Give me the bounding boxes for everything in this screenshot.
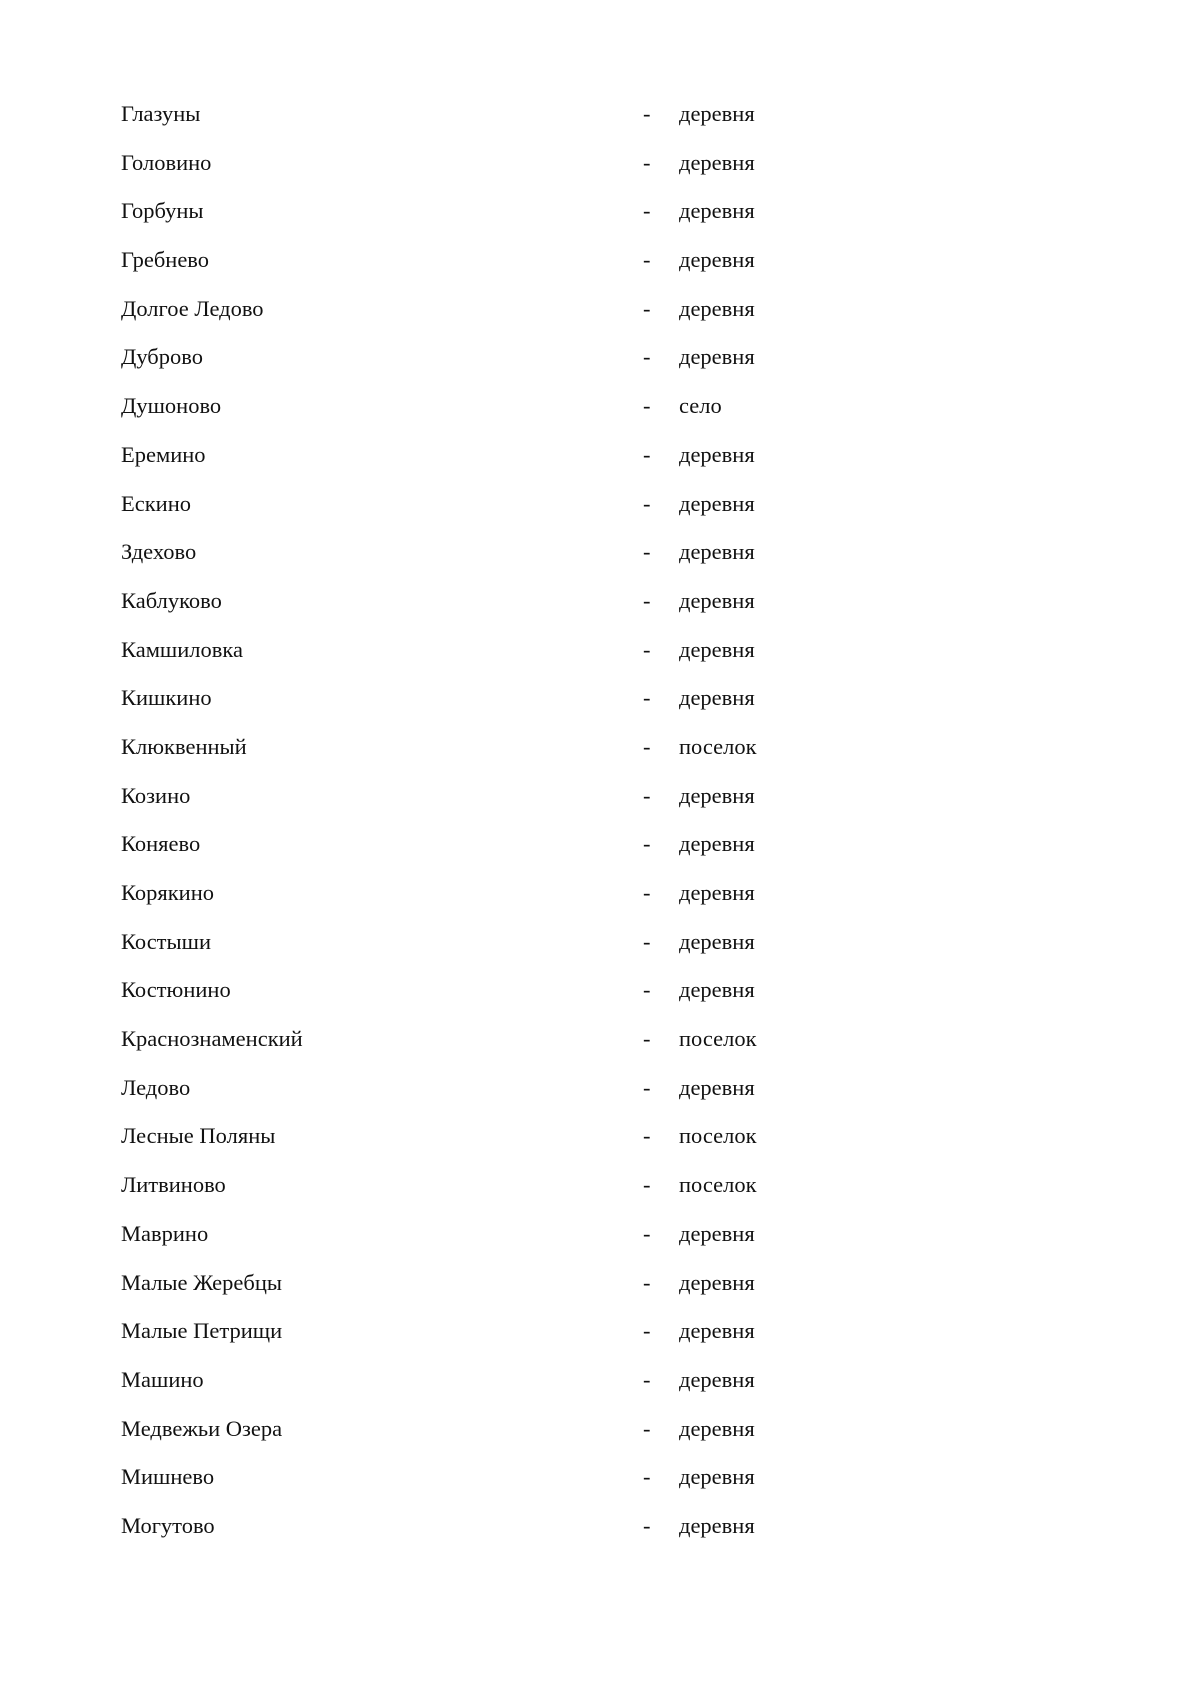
settlement-type: деревня xyxy=(679,1318,755,1344)
settlement-row xyxy=(121,1123,921,1172)
settlement-row xyxy=(121,296,921,345)
separator-dash: - xyxy=(643,928,651,954)
settlement-name: Глазуны xyxy=(121,101,201,126)
settlement-type: село xyxy=(679,393,722,419)
settlement-name: Каблуково xyxy=(121,587,222,613)
settlement-type: деревня xyxy=(679,1512,755,1538)
separator-dash: - xyxy=(643,685,651,711)
settlement-type: деревня xyxy=(679,295,755,321)
separator-dash: - xyxy=(643,101,651,126)
settlement-row xyxy=(121,1416,921,1465)
settlement-type: деревня xyxy=(679,831,755,857)
separator-dash: - xyxy=(643,587,651,613)
settlement-type: деревня xyxy=(679,685,755,711)
settlement-name: Здехово xyxy=(121,539,197,565)
settlement-type: деревня xyxy=(679,1366,755,1392)
separator-dash: - xyxy=(643,1512,651,1538)
settlement-name: Ескино xyxy=(121,490,191,516)
settlement-row xyxy=(121,929,921,978)
settlement-name: Ледово xyxy=(121,1074,191,1100)
separator-dash: - xyxy=(643,880,651,905)
settlement-row xyxy=(121,539,921,588)
settlement-name: Козино xyxy=(121,782,191,808)
settlement-name: Коняево xyxy=(121,831,201,857)
settlement-row xyxy=(121,491,921,540)
settlement-type: деревня xyxy=(679,587,755,613)
separator-dash: - xyxy=(643,393,651,419)
settlement-type: деревня xyxy=(679,247,755,273)
separator-dash: - xyxy=(643,198,651,224)
separator-dash: - xyxy=(643,782,651,808)
settlement-name: Костыши xyxy=(121,928,211,954)
settlement-type: деревня xyxy=(679,1269,755,1295)
settlement-type: поселок xyxy=(679,1026,757,1052)
settlement-type: деревня xyxy=(679,198,755,224)
separator-dash: - xyxy=(643,733,651,759)
settlement-row xyxy=(121,1172,921,1221)
settlement-name: Машино xyxy=(121,1366,204,1392)
settlement-name: Малые Жеребцы xyxy=(121,1269,282,1295)
settlement-row xyxy=(121,1075,921,1124)
separator-dash: - xyxy=(643,1464,651,1490)
settlement-type: деревня xyxy=(679,636,755,662)
settlement-type: поселок xyxy=(679,1123,757,1149)
settlement-type: деревня xyxy=(679,1220,755,1246)
separator-dash: - xyxy=(643,1415,651,1441)
settlement-name: Медвежьи Озера xyxy=(121,1415,283,1441)
separator-dash: - xyxy=(643,1366,651,1392)
separator-dash: - xyxy=(643,831,651,857)
settlement-name: Маврино xyxy=(121,1220,209,1246)
settlement-row xyxy=(121,1464,921,1513)
settlement-type: поселок xyxy=(679,1172,757,1198)
settlement-row xyxy=(121,1513,921,1562)
separator-dash: - xyxy=(643,1026,651,1052)
settlement-type: деревня xyxy=(679,928,755,954)
separator-dash: - xyxy=(643,1220,651,1246)
settlement-row xyxy=(121,442,921,491)
settlement-type: деревня xyxy=(679,441,755,467)
separator-dash: - xyxy=(643,441,651,467)
settlement-type: деревня xyxy=(679,782,755,808)
settlement-name: Краснознаменский xyxy=(121,1026,303,1052)
settlement-type: деревня xyxy=(679,539,755,565)
settlement-type: деревня xyxy=(679,149,755,175)
settlement-row xyxy=(121,344,921,393)
settlement-row xyxy=(121,1318,921,1367)
settlement-name: Мишнево xyxy=(121,1464,215,1490)
separator-dash: - xyxy=(643,1123,651,1149)
separator-dash: - xyxy=(643,1172,651,1198)
settlement-name: Еремино xyxy=(121,441,206,467)
settlement-name: Малые Петрищи xyxy=(121,1318,283,1344)
settlement-row xyxy=(121,1367,921,1416)
settlement-type: деревня xyxy=(679,344,755,370)
settlement-name: Долгое Ледово xyxy=(121,295,264,321)
settlement-list xyxy=(121,101,921,1562)
separator-dash: - xyxy=(643,344,651,370)
settlement-name: Душоново xyxy=(121,393,222,419)
settlement-type: деревня xyxy=(679,1464,755,1490)
separator-dash: - xyxy=(643,295,651,321)
settlement-row xyxy=(121,831,921,880)
settlement-row xyxy=(121,393,921,442)
settlement-row xyxy=(121,150,921,199)
settlement-row xyxy=(121,783,921,832)
settlement-type: деревня xyxy=(679,1074,755,1100)
settlement-row xyxy=(121,198,921,247)
settlement-name: Горбуны xyxy=(121,198,204,224)
settlement-row xyxy=(121,101,921,150)
separator-dash: - xyxy=(643,539,651,565)
separator-dash: - xyxy=(643,1318,651,1344)
settlement-row xyxy=(121,880,921,929)
settlement-name: Камшиловка xyxy=(121,636,243,662)
settlement-type: поселок xyxy=(679,733,757,759)
settlement-name: Дуброво xyxy=(121,344,203,370)
settlement-row xyxy=(121,1221,921,1270)
settlement-name: Корякино xyxy=(121,880,214,905)
settlement-row xyxy=(121,1026,921,1075)
settlement-row xyxy=(121,247,921,296)
separator-dash: - xyxy=(643,1269,651,1295)
settlement-name: Костюнино xyxy=(121,977,231,1003)
settlement-row xyxy=(121,588,921,637)
separator-dash: - xyxy=(643,977,651,1003)
separator-dash: - xyxy=(643,247,651,273)
settlement-name: Могутово xyxy=(121,1512,215,1538)
settlement-name: Кишкино xyxy=(121,685,212,711)
settlement-type: деревня xyxy=(679,1415,755,1441)
settlement-name: Головино xyxy=(121,149,212,175)
settlement-type: деревня xyxy=(679,490,755,516)
settlement-row xyxy=(121,685,921,734)
settlement-name: Литвиново xyxy=(121,1172,226,1198)
separator-dash: - xyxy=(643,490,651,516)
settlement-row xyxy=(121,637,921,686)
settlement-name: Лесные Поляны xyxy=(121,1123,276,1149)
separator-dash: - xyxy=(643,149,651,175)
separator-dash: - xyxy=(643,1074,651,1100)
settlement-type: деревня xyxy=(679,880,755,905)
settlement-name: Гребнево xyxy=(121,247,210,273)
settlement-row xyxy=(121,734,921,783)
settlement-row xyxy=(121,977,921,1026)
settlement-name: Клюквенный xyxy=(121,733,247,759)
settlement-row xyxy=(121,1270,921,1319)
separator-dash: - xyxy=(643,636,651,662)
settlement-type: деревня xyxy=(679,977,755,1003)
settlement-type: деревня xyxy=(679,101,755,126)
